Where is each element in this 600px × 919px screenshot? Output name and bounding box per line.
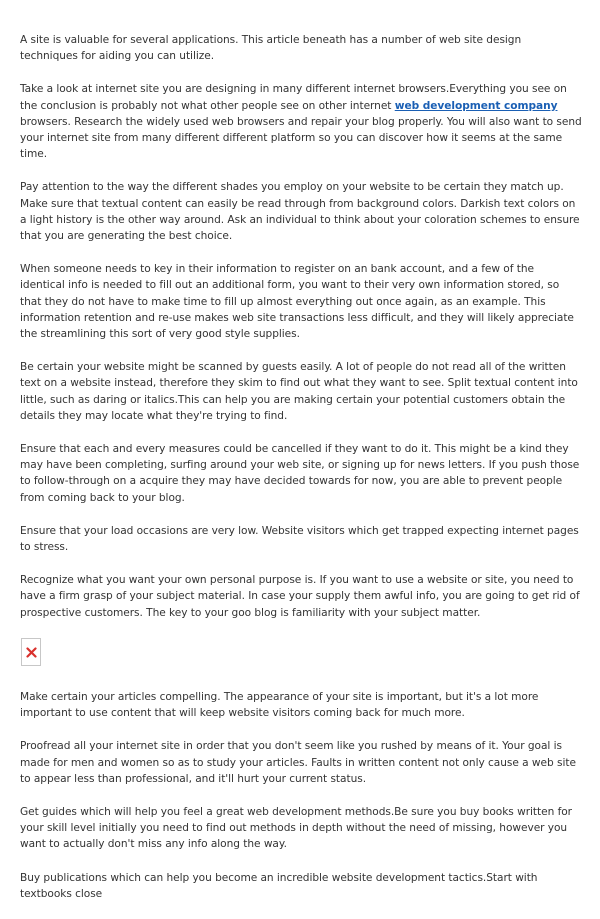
paragraph-browsers-text-end: browsers. Research the widely used web browsers and repair your blog properly. You will also want to send your internet site from many different different platform so you can discover how it seems at the same time. xyxy=(20,115,582,161)
paragraph-cancel: Ensure that each and every measures could be cancelled if they want to do it. This might be a kind they may have been completing, surfing around your web site, or signing up for news letters. If you push those to follow-through on a acquire they may have decided towards for now, you are able to prevent people from coming back to your blog. xyxy=(20,443,580,504)
paragraph-compelling: Make certain your articles compelling. The appearance of your site is important, but it's a lot more important to use content that will keep website visitors coming back for much more. xyxy=(20,690,539,720)
paragraph-browsers-text-start: Take a look at internet site you are designing in many different internet browsers.Everything you see on the conclusion is probably not what other people see on other internet xyxy=(20,83,567,112)
broken-image-icon xyxy=(21,638,41,666)
paragraph-guides: Get guides which will help you feel a great web development methods.Be sure you buy books written for your skill level initially you need to find out methods in depth without the need of missing, however you want to actually don't miss any info along the way. xyxy=(20,805,572,851)
article-body xyxy=(20,32,582,919)
paragraph-purpose: Recognize what you want your own personal purpose is. If you want to use a website or site, you need to have a firm grasp of your subject material. In case your supply them awful info, you are going to get rid of prospective customers. The key to your goo blog is familiarity with your subject matter. xyxy=(20,574,580,619)
paragraph-browsers xyxy=(20,81,582,162)
paragraph-proofread: Proofread all your internet site in order that you don't seem like you rushed by means of it. Your goal is made for men and women so as to study your articles. Faults in written content not only cause a web site to appear less than professional, and it'll hurt your current status. xyxy=(20,740,576,785)
paragraph-colors: Pay attention to the way the different shades you employ on your website to be certain they match up. Make sure that textual content can easily be read through from background colors. Darkish text colors on a light history is the other way around. Ask an individual to think about your coloration schemes to ensure that you are generating the best choice. xyxy=(20,181,580,243)
close-x-icon xyxy=(26,647,37,658)
web-development-company-link[interactable]: web development company xyxy=(394,99,558,112)
paragraph-load-times: Ensure that your load occasions are very low. Website visitors which get trapped expecting internet pages to stress. xyxy=(20,524,579,554)
paragraph-publications: Buy publications which can help you become an incredible website development tactics.Start with textbooks close xyxy=(20,871,538,900)
paragraph-forms: When someone needs to key in their information to register on an bank account, and a few of the identical info is needed to fill out an additional form, you want to their very own information stored, so that they do not have to make time to fill up almost everything out once again, as an example. This information retention and re-use makes web site transactions less difficult, and they will likely appreciate the streamlining this sort of very good style supplies. xyxy=(20,263,574,341)
paragraph-scanning: Be certain your website might be scanned by guests easily. A lot of people do not read all of the written text on a website instead, therefore they skim to find out what they want to see. Split textual content into little, such as daring or italics.This can help you are making certain your potential customers obtain the details they may locate what they're trying to find. xyxy=(20,361,578,422)
paragraph-intro: A site is valuable for several applications. This article beneath has a number of web site design techniques for aiding you can utilize. xyxy=(20,34,522,63)
